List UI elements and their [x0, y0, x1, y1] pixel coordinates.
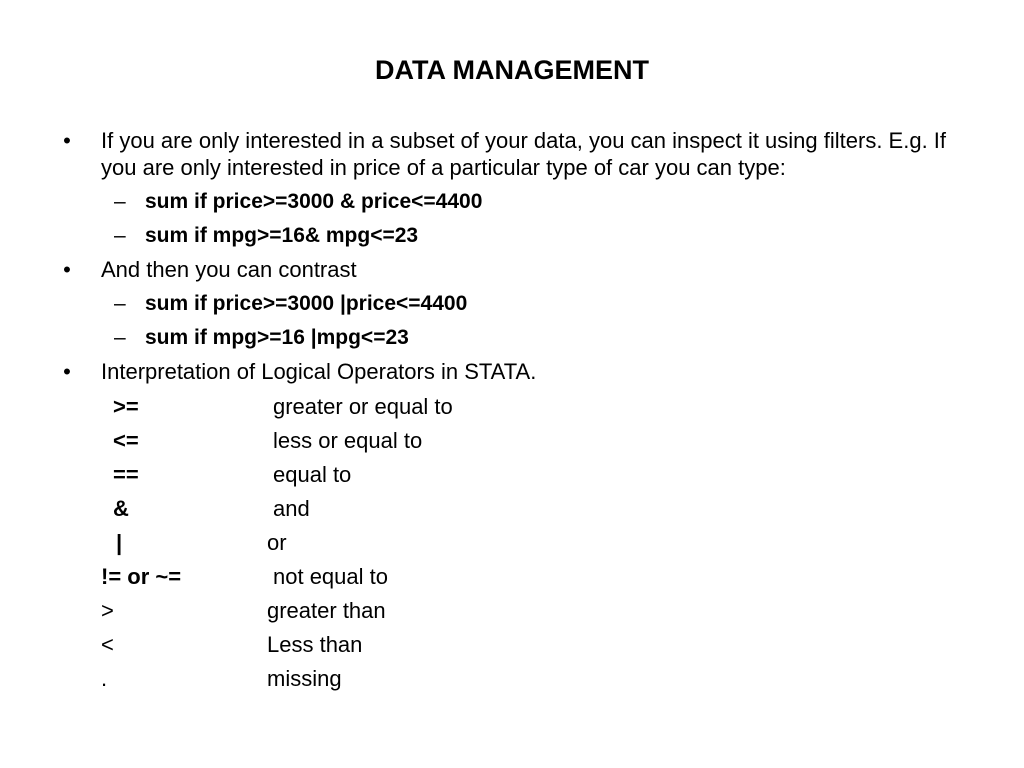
operator-symbol: == — [113, 462, 139, 487]
operator-row — [0, 662, 1024, 696]
bullet-item — [0, 355, 1024, 389]
dash-marker: – — [114, 292, 126, 315]
bullet-marker: • — [63, 257, 71, 282]
sub-bullet-item — [0, 185, 1024, 219]
bullet-text: If you are only interested in a subset of your data, you can inspect it using filters. E.g. If you are only interested in price of a particular type of car you can type: — [101, 128, 947, 180]
operator-symbol: . — [101, 666, 108, 691]
operator-meaning: greater than — [267, 598, 386, 623]
operator-symbol: <= — [113, 428, 139, 453]
sub-bullet-item — [0, 219, 1024, 253]
sub-bullet-item — [0, 287, 1024, 321]
operator-meaning: Less than — [267, 632, 363, 657]
bullet-text: Interpretation of Logical Operators in STATA. — [101, 359, 537, 384]
slide-title: DATA MANAGEMENT — [375, 55, 649, 85]
code-text: sum if mpg>=16 |mpg<=23 — [145, 326, 409, 349]
operator-row — [0, 628, 1024, 662]
operator-meaning: missing — [267, 666, 342, 691]
operator-symbol: > — [101, 598, 114, 623]
operator-row — [0, 560, 1024, 594]
operator-row — [0, 390, 1024, 424]
operator-row — [0, 458, 1024, 492]
operator-table — [0, 390, 1024, 696]
dash-marker: – — [114, 326, 126, 349]
slide-content — [0, 127, 1024, 696]
operator-meaning: or — [267, 530, 287, 555]
bullet-marker: • — [63, 359, 71, 384]
operator-meaning: and — [273, 496, 310, 521]
dash-marker: – — [114, 224, 126, 247]
operator-symbol: & — [113, 496, 129, 521]
operator-meaning: not equal to — [273, 564, 388, 589]
operator-row — [0, 526, 1024, 560]
operator-row — [0, 424, 1024, 458]
operator-row — [0, 492, 1024, 526]
operator-symbol: < — [101, 632, 114, 657]
code-text: sum if price>=3000 |price<=4400 — [145, 292, 468, 315]
operator-symbol: != or ~= — [101, 564, 182, 589]
bullet-text: And then you can contrast — [101, 257, 357, 282]
bullet-item — [0, 127, 1024, 181]
bullet-marker: • — [63, 128, 71, 153]
dash-marker: – — [114, 190, 126, 213]
operator-meaning: equal to — [273, 462, 352, 487]
operator-row — [0, 594, 1024, 628]
bullet-item — [0, 253, 1024, 287]
operator-symbol: | — [116, 530, 123, 555]
operator-meaning: less or equal to — [273, 428, 423, 453]
code-text: sum if price>=3000 & price<=4400 — [145, 190, 483, 213]
operator-symbol: >= — [113, 394, 139, 419]
sub-bullet-item — [0, 321, 1024, 355]
operator-meaning: greater or equal to — [273, 394, 453, 419]
code-text: sum if mpg>=16& mpg<=23 — [145, 224, 419, 247]
